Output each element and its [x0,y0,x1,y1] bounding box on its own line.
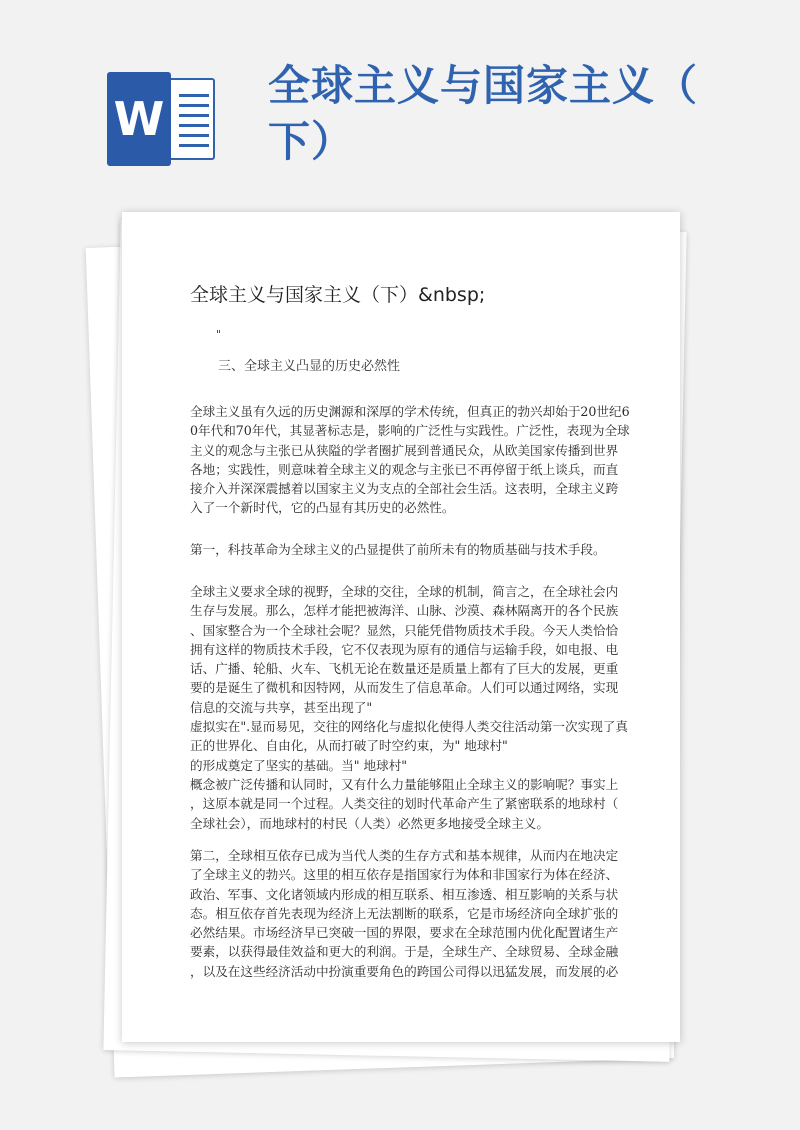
paragraph: 全球主义虽有久远的历史渊源和深厚的学术传统，但真正的勃兴却始于20世纪6 0年代和70年代，其显著标志是，影响的广泛性与实践性。广泛性，表现为全球 主义的观念与主张已从狭隘的学者圈扩展到普通民众，从欧美国家传播到世界 各地；实践性，则意味着全球主义的观念与主张已不再停留于纸上谈兵，而直 接介入并深深震撼着以国家主义为支点的全部社会生活。这表明，全球主义跨 入了一个新时代，它的凸显有其历史的必然性。 [190,404,630,516]
paragraph: 全球主义要求全球的视野，全球的交往，全球的机制，简言之，在全球社会内 生存与发展。那么，怎样才能把被海洋、山脉、沙漠、森林隔离开的各个民族 、国家整合为一个全球社会呢？显然，只能凭借物质技术手段。今天人类恰恰 拥有这样的物质技术手段，它不仅表现为原有的通信与运输手段，如电报、电 话、广播、轮船、火车、飞机无论在数量还是质量上都有了巨大的发展，更重 要的是诞生了微机和因特网，从而发生了信息革命。人们可以通过网络，实现 信息的交流与共享，甚至出现了" 虚拟实在".显而易见，交往的网络化与虚拟化使得人类交往活动第一次实现了真 正的世界化、自由化，从而打破了时空约束，为" 地球村" 的形成奠定了坚实的基础。当" 地球村" 概念被广泛传播和认同时，又有什么力量能够阻止全球主义的影响呢？事实上 ，这原本就是同一个过程。人类交往的划时代革命产生了紧密联系的地球村（ 全球社会），而地球村的村民（人类）必然更多地接受全球主义。 [190,584,628,831]
section-heading: 三、全球主义凸显的历史必然性 [218,359,401,374]
word-icon-line [179,114,209,117]
quote-mark: " [216,328,222,341]
word-icon-line [179,134,209,137]
page-title-line-1: 全球主义与国家主义（ [268,61,699,110]
page-title [268,58,748,170]
document-page [122,212,680,1042]
preview-header [0,0,800,210]
word-icon-letter: W [107,72,171,166]
word-document-icon [107,72,219,166]
document-title: 全球主义与国家主义（下）&nbsp; [190,284,486,306]
word-icon-line [179,94,209,97]
paragraph: 第二，全球相互依存已成为当代人类的生存方式和基本规律，从而内在地决定 了全球主义的勃兴。这里的相互依存是指国家行为体和非国家行为体在经济、 政治、军事、文化诸领域内形成的相互联系、相互渗透、相互影响的关系与状 态。相互依存首先表现为经济上无法割断的联系，它是市场经济向全球扩张的 必然结果。市场经济早已突破一国的界限，要求在全球范围内优化配置诸生产 要素，以获得最佳效益和更大的利润。于是，全球生产、全球贸易、全球金融 ，以及在这些经济活动中扮演重要角色的跨国公司得以迅猛发展，而发展的必 [190,848,619,979]
word-icon-line [179,144,209,147]
word-icon-line [179,104,209,107]
page-title-line-2: 下） [268,117,355,166]
word-icon-line [179,124,209,127]
paragraph: 第一，科技革命为全球主义的凸显提供了前所未有的物质基础与技术手段。 [190,542,606,557]
